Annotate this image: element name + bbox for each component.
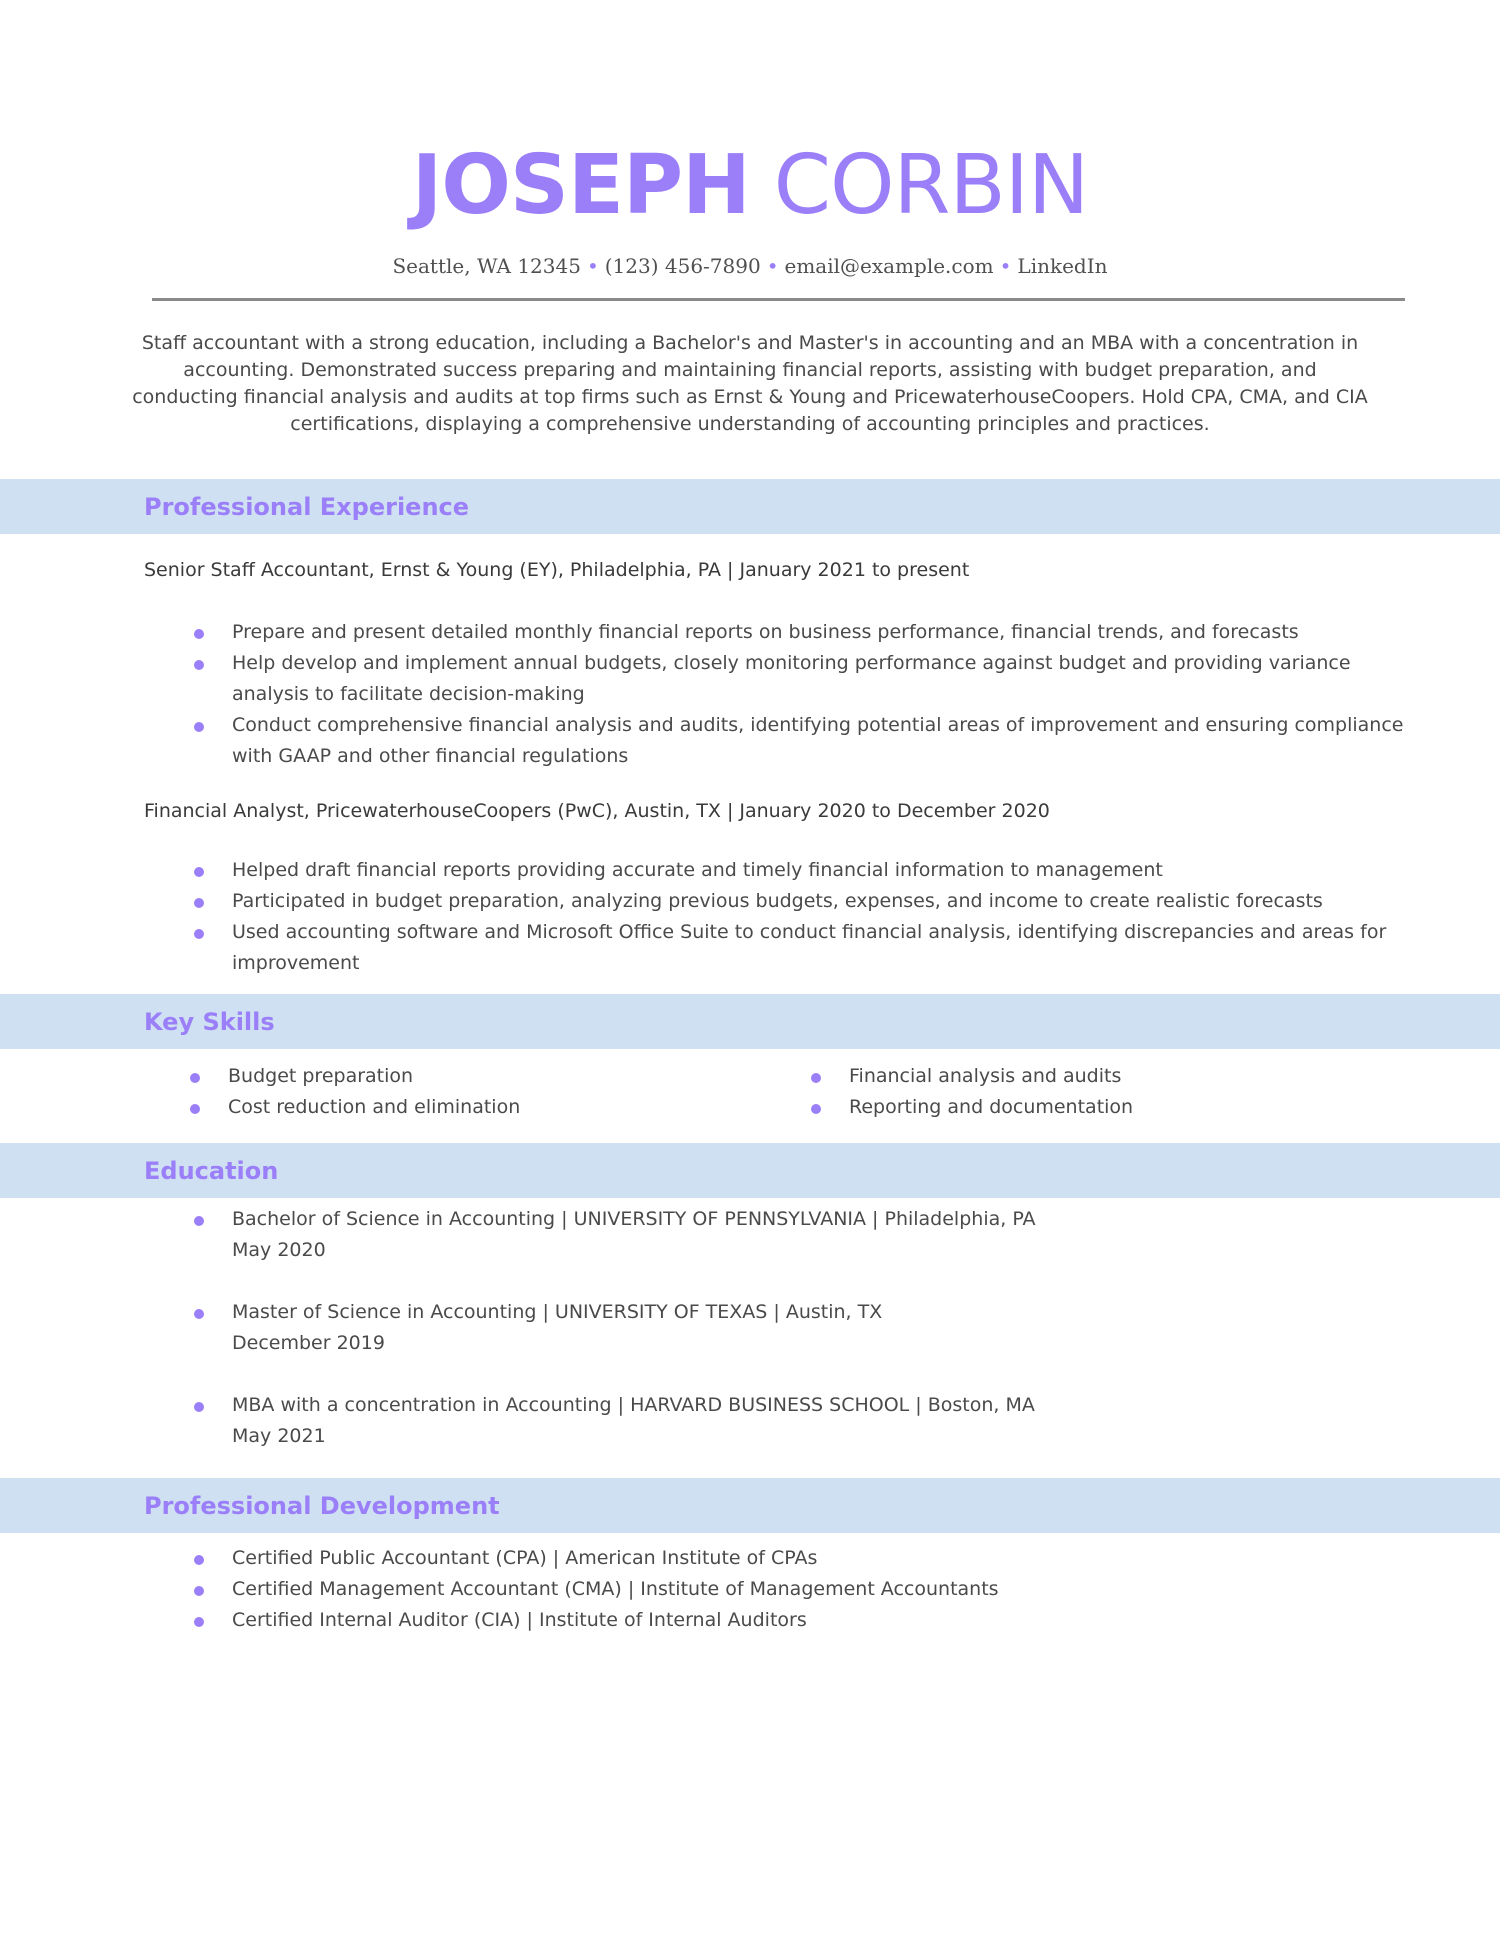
- section-heading-development: Professional Development: [144, 1492, 500, 1520]
- bullet-icon: [194, 1555, 204, 1565]
- skill-item: Financial analysis and audits: [849, 1061, 1409, 1092]
- certification-item: Certified Public Accountant (CPA) | American Institute of CPAs: [232, 1543, 1412, 1574]
- certification-item: Certified Management Accountant (CMA) | Institute of Management Accountants: [232, 1574, 1412, 1605]
- bullet-icon: [194, 929, 204, 939]
- skill-item: Cost reduction and elimination: [228, 1092, 788, 1123]
- skill-item: Reporting and documentation: [849, 1092, 1409, 1123]
- bullet-icon: [194, 629, 204, 639]
- separator-dot: •: [999, 254, 1012, 278]
- bullet-icon: [194, 1402, 204, 1412]
- bullet-icon: [811, 1073, 821, 1083]
- contact-location: Seattle, WA 12345: [392, 254, 581, 278]
- last-name: CORBIN: [773, 138, 1089, 233]
- education-item: MBA with a concentration in Accounting | HARVARD BUSINESS SCHOOL | Boston, MA May 2021: [232, 1390, 1412, 1452]
- certification-item: Certified Internal Auditor (CIA) | Institute of Internal Auditors: [232, 1605, 1412, 1636]
- list-item: Prepare and present detailed monthly financial reports on business performance, financial trends, and forecasts: [232, 617, 1412, 648]
- bullet-icon: [194, 1309, 204, 1319]
- skills-right: [849, 1061, 1409, 1123]
- job-bullets: [232, 855, 1412, 979]
- contact-line: [0, 252, 1500, 280]
- bullet-icon: [194, 722, 204, 732]
- bullet-icon: [194, 1586, 204, 1596]
- bullet-icon: [194, 1216, 204, 1226]
- separator-dot: •: [586, 254, 599, 278]
- section-heading-education: Education: [144, 1157, 279, 1185]
- education-item: Master of Science in Accounting | UNIVERSITY OF TEXAS | Austin, TX December 2019: [232, 1297, 1412, 1359]
- list-item: Participated in budget preparation, analyzing previous budgets, expenses, and income to create realistic forecasts: [232, 886, 1412, 917]
- contact-email[interactable]: email@example.com: [784, 254, 994, 278]
- header-divider: [152, 298, 1405, 301]
- development-list: [232, 1543, 1412, 1636]
- job-title: Financial Analyst, PricewaterhouseCoopers (PwC), Austin, TX | January 2020 to December 2020: [144, 800, 1050, 822]
- job-title: Senior Staff Accountant, Ernst & Young (EY), Philadelphia, PA | January 2021 to present: [144, 559, 970, 581]
- list-item: Helped draft financial reports providing accurate and timely financial information to management: [232, 855, 1412, 886]
- job-bullets: [232, 617, 1412, 772]
- contact-linkedin[interactable]: LinkedIn: [1017, 254, 1108, 278]
- education-list: [232, 1204, 1412, 1452]
- section-heading-skills: Key Skills: [144, 1008, 275, 1036]
- bullet-icon: [194, 867, 204, 877]
- skills-left: [228, 1061, 788, 1123]
- section-heading-experience: Professional Experience: [144, 493, 470, 521]
- first-name: JOSEPH: [411, 138, 750, 233]
- bullet-icon: [811, 1104, 821, 1114]
- section-band-education: [0, 1143, 1500, 1198]
- contact-phone: (123) 456-7890: [604, 254, 761, 278]
- bullet-icon: [194, 898, 204, 908]
- list-item: Help develop and implement annual budgets, closely monitoring performance against budget and providing variance analysis to facilitate decision-making: [232, 648, 1412, 710]
- list-item: Conduct comprehensive financial analysis and audits, identifying potential areas of improvement and ensuring compliance with GAAP and other financial regulations: [232, 710, 1412, 772]
- bullet-icon: [190, 1073, 200, 1083]
- section-band-skills: [0, 994, 1500, 1049]
- separator-dot: •: [766, 254, 779, 278]
- bullet-icon: [190, 1104, 200, 1114]
- bullet-icon: [194, 660, 204, 670]
- section-band-development: [0, 1478, 1500, 1533]
- skill-item: Budget preparation: [228, 1061, 788, 1092]
- education-item: Bachelor of Science in Accounting | UNIVERSITY OF PENNSYLVANIA | Philadelphia, PA May 2020: [232, 1204, 1412, 1266]
- bullet-icon: [194, 1617, 204, 1627]
- summary-paragraph: Staff accountant with a strong education, including a Bachelor's and Master's in accounting and an MBA with a concentration in accounting. Demonstrated success preparing and maintaining financial reports, assisting with budget preparation, and conducting financial analysis and audits at top firms such as Ernst & Young and PricewaterhouseCoopers. Hold CPA, CMA, and CIA certifications, displaying a comprehensive understanding of accounting principles and practices.: [132, 332, 1368, 435]
- section-band-experience: [0, 479, 1500, 534]
- candidate-name: [0, 138, 1500, 234]
- list-item: Used accounting software and Microsoft Office Suite to conduct financial analysis, identifying discrepancies and areas for improvement: [232, 917, 1412, 979]
